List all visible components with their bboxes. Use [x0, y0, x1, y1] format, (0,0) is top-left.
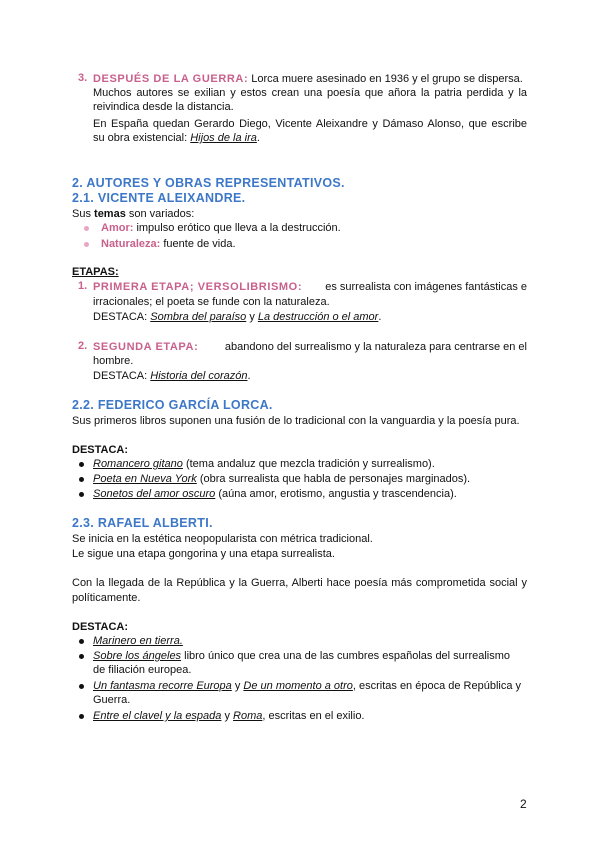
- work-title: Marinero en tierra.: [93, 635, 183, 647]
- bullet-icon: [79, 492, 84, 497]
- work-title: Entre el clavel y la espada: [93, 710, 222, 722]
- paragraph-line: [93, 72, 526, 86]
- bullet-icon: [84, 242, 89, 247]
- paragraph-line: [93, 280, 527, 294]
- paragraph-line: de filiación europea.: [93, 664, 192, 676]
- paragraph-line: Le sigue una etapa gongorina y una etapa surrealista.: [72, 548, 335, 560]
- paragraph-line: Con la llegada de la República y la Guerra, Alberti hace poesía más comprometida social y: [72, 577, 527, 589]
- paragraph-line: Guerra.: [93, 694, 131, 706]
- subheading: ETAPAS:: [72, 266, 119, 278]
- paragraph-line: Se inicia en la estética neopopularista con métrica tradicional.: [72, 533, 373, 545]
- bullet-icon: [79, 477, 84, 482]
- paragraph-line: [93, 369, 251, 383]
- section-heading: 2.3. RAFAEL ALBERTI.: [72, 516, 213, 530]
- text: y: [249, 311, 255, 323]
- work-title: Sombra del paraíso: [150, 311, 247, 323]
- text: DESTACA:: [93, 311, 148, 323]
- bullet-icon: [84, 226, 89, 231]
- text: Lorca muere asesinado en 1936 y el grupo se dispersa.: [251, 73, 523, 85]
- paragraph-line: [93, 340, 527, 354]
- work-title: Roma: [233, 710, 263, 722]
- section-heading: 2. AUTORES Y OBRAS REPRESENTATIVOS.: [72, 176, 345, 190]
- paragraph-line: reivindica desde la distancia.: [93, 101, 234, 113]
- paragraph-line: Sus primeros libros suponen una fusión de lo tradicional con la vanguardia y la poesía pura.: [72, 415, 520, 427]
- text-bold: temas: [94, 208, 126, 220]
- list-item: [101, 237, 236, 251]
- list-number: 3.: [78, 72, 88, 84]
- work-title: La destrucción o el amor: [257, 311, 379, 323]
- stage-heading: Amor:: [101, 222, 134, 234]
- work-title: Historia del corazón: [150, 370, 248, 382]
- paragraph-line: [72, 207, 194, 221]
- work-title: Romancero gitano: [93, 458, 183, 470]
- text: .: [247, 370, 251, 382]
- list-item: [93, 487, 457, 501]
- work-title: Un fantasma recorre Europa: [93, 680, 232, 692]
- text: DESTACA:: [93, 370, 148, 382]
- list-item: [93, 634, 183, 648]
- stage-heading: Naturaleza:: [101, 238, 161, 250]
- subheading: DESTACA:: [72, 444, 129, 456]
- text: y: [224, 710, 230, 722]
- subheading: DESTACA:: [72, 621, 129, 633]
- text: .: [256, 132, 260, 144]
- stage-heading: PRIMERA ETAPA; VERSOLIBRISMO:: [93, 281, 303, 293]
- bullet-icon: [79, 639, 84, 644]
- paragraph-line: [93, 310, 381, 324]
- text: libro único que crea una de las cumbres españolas del surrealismo: [184, 650, 511, 662]
- work-title: Hijos de la ira: [190, 132, 257, 144]
- list-item: [93, 679, 521, 693]
- paragraph-line: políticamente.: [72, 592, 141, 604]
- bullet-icon: [79, 462, 84, 467]
- list-item: [93, 457, 435, 471]
- list-number: 1.: [78, 280, 88, 292]
- bullet-icon: [79, 654, 84, 659]
- bullet-icon: [79, 684, 84, 689]
- text: y: [234, 680, 241, 692]
- work-title: De un momento a otro: [243, 680, 353, 692]
- list-item: [93, 709, 365, 723]
- paragraph-line: hombre.: [93, 355, 134, 367]
- list-item: [101, 221, 341, 235]
- text: son variados:: [128, 208, 195, 220]
- paragraph-line: En España quedan Gerardo Diego, Vicente Aleixandre y Dámaso Alonso, que escribe: [93, 118, 527, 130]
- text: es surrealista con imágenes fantásticas e: [325, 281, 527, 293]
- page-number: 2: [520, 797, 527, 811]
- text: fuente de vida.: [163, 238, 236, 250]
- text: (obra surrealista que habla de personajes marginados).: [199, 473, 471, 485]
- list-number: 2.: [78, 340, 88, 352]
- list-item: [93, 649, 510, 663]
- bullet-icon: [79, 714, 84, 719]
- stage-heading: SEGUNDA ETAPA:: [93, 341, 199, 353]
- text: , escritas en el exilio.: [262, 710, 365, 722]
- text: .: [378, 311, 382, 323]
- work-title: Poeta en Nueva York: [93, 473, 197, 485]
- text: su obra existencial:: [93, 132, 188, 144]
- text: impulso erótico que lleva a la destrucción.: [136, 222, 341, 234]
- work-title: Sonetos del amor oscuro: [93, 488, 216, 500]
- paragraph-line: irracionales; el poeta se funde con la naturaleza.: [93, 296, 330, 308]
- section-heading: 2.2. FEDERICO GARCÍA LORCA.: [72, 398, 273, 412]
- paragraph-line: [93, 131, 260, 145]
- text: , escritas en época de República y: [352, 680, 522, 692]
- text: Sus: [72, 208, 91, 220]
- text: (tema andaluz que mezcla tradición y surrealismo).: [185, 458, 435, 470]
- list-item: [93, 472, 470, 486]
- text: (aúna amor, erotismo, angustia y trascendencia).: [218, 488, 457, 500]
- work-title: Sobre los ángeles: [93, 650, 182, 662]
- paragraph-line: Muchos autores se exilian y estos crean una poesía que añora la patria perdida y la: [93, 87, 527, 99]
- text: abandono del surrealismo y la naturaleza para centrarse en el: [224, 341, 527, 353]
- stage-heading: DESPUÉS DE LA GUERRA:: [93, 73, 249, 85]
- section-heading: 2.1. VICENTE ALEIXANDRE.: [72, 191, 246, 205]
